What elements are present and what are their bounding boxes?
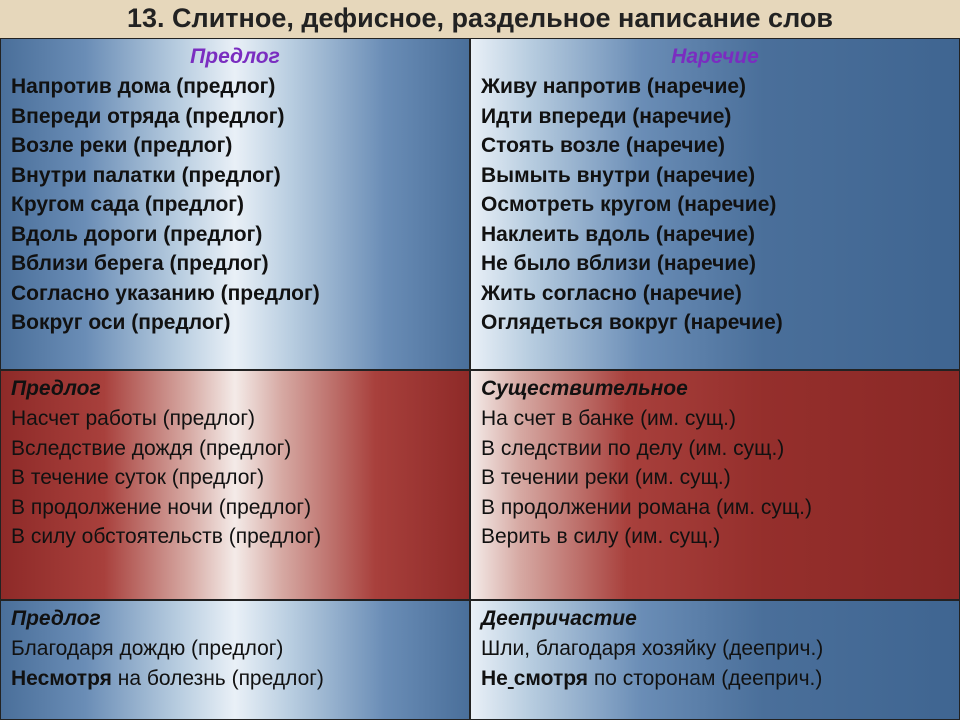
example-line: Напротив дома (предлог) [11, 75, 276, 98]
example-line: В следствии по делу (им. сущ.) [481, 436, 785, 460]
cell-adverb-list [470, 38, 960, 370]
example-line: Насчет работы (предлог) [11, 407, 255, 430]
cell-heading: Деепричастие [481, 607, 637, 630]
example-line: Жить согласно (наречие) [481, 281, 742, 305]
example-line: В течении реки (им. сущ.) [481, 466, 731, 489]
example-line: Вблизи берега (предлог) [11, 252, 269, 275]
highlighted-word: смотря [513, 666, 589, 690]
example-line: Возле реки (предлог) [11, 134, 233, 157]
example-line: В продолжение ночи (предлог) [11, 495, 312, 519]
example-line: Согласно указанию (предлог) [11, 281, 320, 305]
highlighted-particle: Не [481, 666, 508, 690]
comparison-table [0, 38, 960, 720]
cell-heading: Наречие [671, 45, 759, 68]
example-line: Не было вблизи (наречие) [481, 252, 756, 275]
example-line: Шли, благодаря хозяйку (дееприч.) [481, 637, 824, 660]
cell-heading: Предлог [11, 607, 101, 630]
example-line: Живу напротив (наречие) [481, 75, 747, 98]
example-line [481, 664, 949, 694]
cell-preposition-list-1 [0, 38, 470, 370]
example-line: Верить в силу (им. сущ.) [481, 525, 721, 548]
cell-heading: Предлог [11, 377, 101, 400]
example-line: Оглядеться вокруг (наречие) [481, 311, 783, 334]
example-line: Осмотреть кругом (наречие) [481, 193, 777, 216]
example-line: Вокруг оси (предлог) [11, 311, 231, 334]
highlighted-word: Несмотря [11, 666, 112, 690]
cell-heading: Существительное [481, 377, 688, 400]
cell-gerund-list [470, 600, 960, 720]
example-line: Кругом сада (предлог) [11, 193, 245, 216]
line-rest: по сторонам (дееприч.) [588, 666, 823, 690]
line-rest: на болезнь (предлог) [111, 666, 324, 690]
example-line: Вследствие дождя (предлог) [11, 436, 292, 460]
example-line: Внутри палатки (предлог) [11, 163, 281, 187]
example-line: В течение суток (предлог) [11, 466, 265, 489]
example-line: В продолжении романа (им. сущ.) [481, 495, 812, 519]
example-line: Вдоль дороги (предлог) [11, 222, 263, 246]
example-line: Вымыть внутри (наречие) [481, 163, 756, 187]
example-line: Идти впереди (наречие) [481, 104, 732, 128]
example-line: Наклеить вдоль (наречие) [481, 222, 756, 246]
example-line: В силу обстоятельств (предлог) [11, 525, 322, 548]
cell-preposition-list-2 [0, 370, 470, 600]
example-line: Стоять возле (наречие) [481, 134, 726, 157]
slide-title: 13. Слитное, дефисное, раздельное написание слов [0, 0, 960, 38]
cell-preposition-list-3 [0, 600, 470, 720]
cell-heading: Предлог [190, 45, 280, 68]
example-line: Благодаря дождю (предлог) [11, 637, 284, 660]
cell-noun-list [470, 370, 960, 600]
example-line: Впереди отряда (предлог) [11, 104, 285, 128]
example-line [11, 664, 459, 694]
example-line: На счет в банке (им. сущ.) [481, 407, 737, 430]
